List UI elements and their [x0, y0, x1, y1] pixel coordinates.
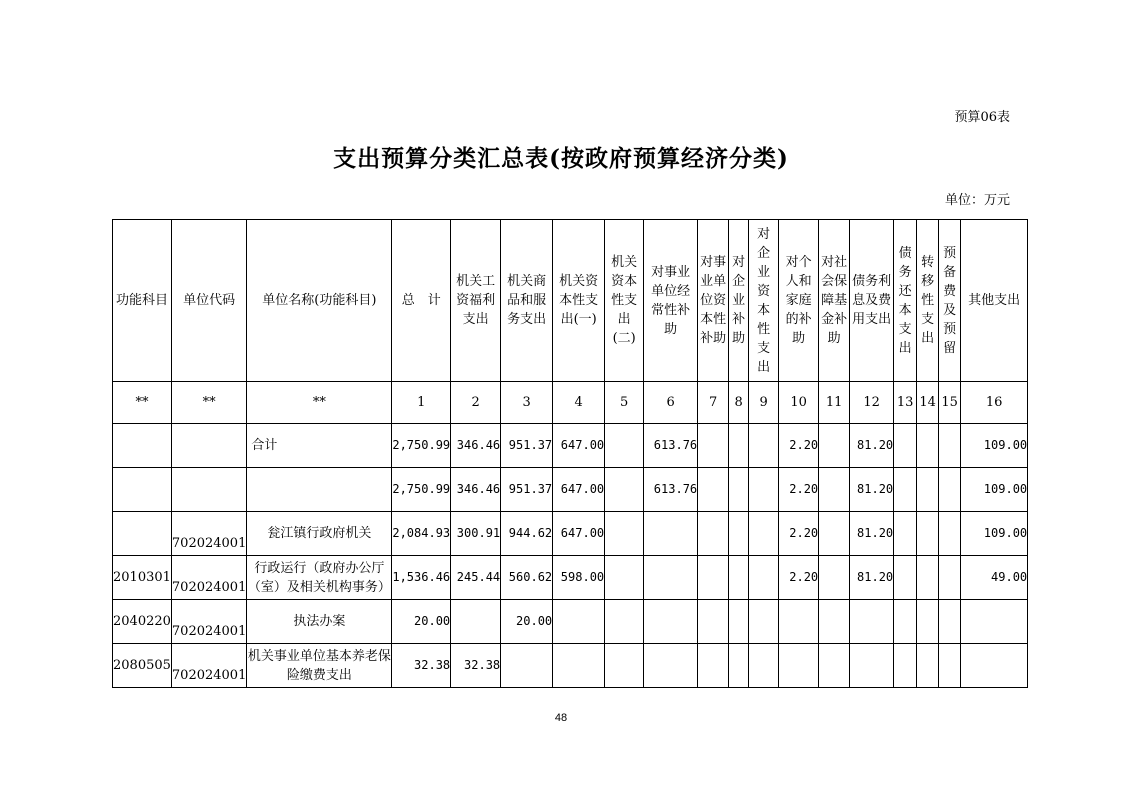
amount-cell	[749, 468, 779, 512]
amount-cell	[819, 556, 850, 600]
col-header: 对个人和家庭的补助	[779, 220, 819, 382]
func-code-cell: 2010301	[113, 556, 172, 600]
amount-cell	[729, 556, 749, 600]
form-number: 预算06表	[954, 110, 1010, 125]
amount-cell	[698, 512, 729, 556]
amount-cell: 300.91	[451, 512, 501, 556]
table-row	[113, 644, 1028, 688]
page-number: 48	[554, 712, 568, 724]
amount-cell	[779, 644, 819, 688]
amount-cell	[644, 600, 698, 644]
amount-cell: 647.00	[553, 512, 605, 556]
amount-cell	[605, 468, 644, 512]
col-index: **	[171, 382, 246, 424]
unit-name-cell: 执法办案	[247, 600, 392, 644]
col-index: 7	[698, 382, 729, 424]
amount-cell	[605, 556, 644, 600]
func-code-cell: 2040220	[113, 600, 172, 644]
amount-cell	[644, 644, 698, 688]
unit-code-cell: 702024001	[171, 556, 246, 600]
amount-cell	[729, 644, 749, 688]
col-index: 13	[894, 382, 917, 424]
table-row	[113, 512, 1028, 556]
amount-cell: 951.37	[501, 424, 553, 468]
amount-cell	[819, 424, 850, 468]
amount-cell	[729, 424, 749, 468]
amount-cell: 2.20	[779, 424, 819, 468]
budget-table	[112, 219, 1028, 688]
amount-cell	[698, 600, 729, 644]
unit-code-cell	[171, 468, 246, 512]
amount-cell: 613.76	[644, 468, 698, 512]
amount-cell	[729, 600, 749, 644]
column-index-row	[113, 382, 1028, 424]
amount-cell: 613.76	[644, 424, 698, 468]
amount-cell	[939, 600, 961, 644]
unit-name-cell: 瓮江镇行政府机关	[247, 512, 392, 556]
amount-cell	[917, 556, 939, 600]
col-header: 债务利息及费用支出	[850, 220, 894, 382]
table-row	[113, 424, 1028, 468]
amount-cell	[894, 644, 917, 688]
unit-code-cell	[171, 424, 246, 468]
amount-cell	[917, 424, 939, 468]
amount-cell	[605, 424, 644, 468]
amount-cell: 81.20	[850, 468, 894, 512]
total-cell: 1,536.46	[392, 556, 451, 600]
amount-cell: 32.38	[451, 644, 501, 688]
amount-cell	[749, 512, 779, 556]
amount-cell: 647.00	[553, 424, 605, 468]
amount-cell: 20.00	[501, 600, 553, 644]
col-index: 11	[819, 382, 850, 424]
col-index: 1	[392, 382, 451, 424]
amount-cell	[605, 600, 644, 644]
amount-cell	[917, 512, 939, 556]
amount-cell	[749, 600, 779, 644]
amount-cell: 944.62	[501, 512, 553, 556]
unit-label: 单位：万元	[944, 193, 1010, 208]
amount-cell: 109.00	[961, 512, 1028, 556]
unit-name-cell: 合计	[247, 424, 392, 468]
col-index: 14	[917, 382, 939, 424]
amount-cell	[698, 424, 729, 468]
col-header: 对企业资本性支出	[749, 220, 779, 382]
unit-code-cell: 702024001	[171, 512, 246, 556]
amount-cell	[553, 644, 605, 688]
amount-cell	[917, 644, 939, 688]
col-header: 单位代码	[171, 220, 246, 382]
col-header: 对事业单位资本性补助	[698, 220, 729, 382]
amount-cell: 346.46	[451, 424, 501, 468]
amount-cell: 245.44	[451, 556, 501, 600]
amount-cell	[894, 424, 917, 468]
total-cell: 32.38	[392, 644, 451, 688]
amount-cell	[894, 512, 917, 556]
amount-cell	[961, 644, 1028, 688]
total-cell: 20.00	[392, 600, 451, 644]
table-row	[113, 556, 1028, 600]
table-header-row	[113, 220, 1028, 382]
func-code-cell	[113, 424, 172, 468]
amount-cell	[939, 512, 961, 556]
amount-cell: 647.00	[553, 468, 605, 512]
amount-cell	[501, 644, 553, 688]
amount-cell: 560.62	[501, 556, 553, 600]
col-header: 总 计	[392, 220, 451, 382]
table-row	[113, 600, 1028, 644]
amount-cell: 2.20	[779, 556, 819, 600]
page-title: 支出预算分类汇总表(按政府预算经济分类)	[333, 145, 789, 172]
col-index: 6	[644, 382, 698, 424]
amount-cell	[961, 600, 1028, 644]
amount-cell	[698, 468, 729, 512]
col-header: 对社会保障基金补助	[819, 220, 850, 382]
col-header: 对事业单位经常性补助	[644, 220, 698, 382]
amount-cell	[939, 556, 961, 600]
unit-name-cell	[247, 468, 392, 512]
amount-cell	[779, 600, 819, 644]
amount-cell: 2.20	[779, 468, 819, 512]
amount-cell: 598.00	[553, 556, 605, 600]
col-index: 12	[850, 382, 894, 424]
total-cell: 2,750.99	[392, 424, 451, 468]
amount-cell	[553, 600, 605, 644]
col-header: 机关工资福利支出	[451, 220, 501, 382]
col-header: 机关商品和服务支出	[501, 220, 553, 382]
col-index: 8	[729, 382, 749, 424]
amount-cell	[819, 468, 850, 512]
amount-cell	[850, 644, 894, 688]
amount-cell	[939, 468, 961, 512]
amount-cell	[819, 600, 850, 644]
amount-cell: 49.00	[961, 556, 1028, 600]
amount-cell	[749, 424, 779, 468]
amount-cell	[850, 600, 894, 644]
amount-cell	[939, 424, 961, 468]
total-cell: 2,084.93	[392, 512, 451, 556]
col-header: 转移性支出	[917, 220, 939, 382]
amount-cell	[698, 644, 729, 688]
col-index: 10	[779, 382, 819, 424]
amount-cell: 346.46	[451, 468, 501, 512]
col-index: 5	[605, 382, 644, 424]
amount-cell	[894, 556, 917, 600]
amount-cell	[644, 512, 698, 556]
total-cell: 2,750.99	[392, 468, 451, 512]
col-header: 预备费及预留	[939, 220, 961, 382]
col-index: 9	[749, 382, 779, 424]
amount-cell: 81.20	[850, 512, 894, 556]
amount-cell	[819, 512, 850, 556]
unit-code-cell: 702024001	[171, 644, 246, 688]
amount-cell	[917, 468, 939, 512]
unit-code-cell: 702024001	[171, 600, 246, 644]
col-header: 对企业补助	[729, 220, 749, 382]
amount-cell: 109.00	[961, 468, 1028, 512]
unit-name-cell: 机关事业单位基本养老保险缴费支出	[247, 644, 392, 688]
func-code-cell	[113, 512, 172, 556]
amount-cell: 109.00	[961, 424, 1028, 468]
amount-cell: 951.37	[501, 468, 553, 512]
amount-cell	[939, 644, 961, 688]
col-header: 功能科目	[113, 220, 172, 382]
amount-cell	[749, 644, 779, 688]
amount-cell: 2.20	[779, 512, 819, 556]
col-header: 机关资本性支出(二)	[605, 220, 644, 382]
amount-cell: 81.20	[850, 424, 894, 468]
amount-cell	[451, 600, 501, 644]
col-index: 16	[961, 382, 1028, 424]
amount-cell	[729, 512, 749, 556]
func-code-cell	[113, 468, 172, 512]
amount-cell	[729, 468, 749, 512]
col-index: 15	[939, 382, 961, 424]
col-index: 3	[501, 382, 553, 424]
col-index: 2	[451, 382, 501, 424]
amount-cell	[605, 644, 644, 688]
amount-cell	[819, 644, 850, 688]
col-index: **	[113, 382, 172, 424]
amount-cell: 81.20	[850, 556, 894, 600]
func-code-cell: 2080505	[113, 644, 172, 688]
amount-cell	[698, 556, 729, 600]
col-header: 单位名称(功能科目)	[247, 220, 392, 382]
col-index: **	[247, 382, 392, 424]
amount-cell	[749, 556, 779, 600]
col-header: 债务还本支出	[894, 220, 917, 382]
col-index: 4	[553, 382, 605, 424]
amount-cell	[644, 556, 698, 600]
col-header: 机关资本性支出(一)	[553, 220, 605, 382]
table-row	[113, 468, 1028, 512]
amount-cell	[894, 468, 917, 512]
amount-cell	[605, 512, 644, 556]
col-header: 其他支出	[961, 220, 1028, 382]
amount-cell	[917, 600, 939, 644]
amount-cell	[894, 600, 917, 644]
unit-name-cell: 行政运行（政府办公厅（室）及相关机构事务）	[247, 556, 392, 600]
